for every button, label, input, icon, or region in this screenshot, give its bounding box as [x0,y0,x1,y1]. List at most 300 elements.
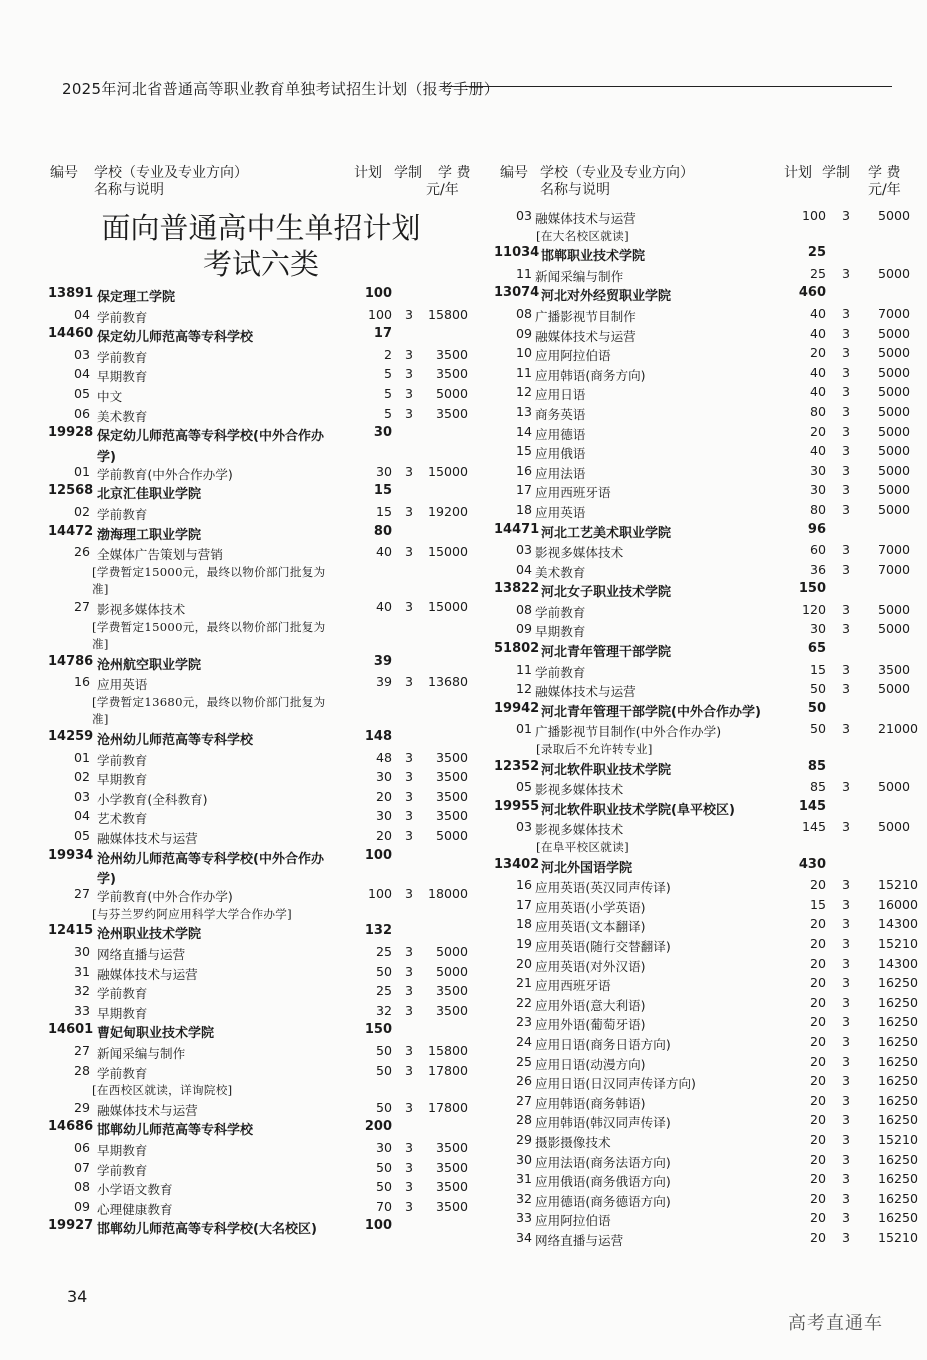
major-name: 早期教育 [97,772,148,788]
major-row [494,819,911,839]
study-years: 3 [404,385,413,401]
study-years: 3 [404,1139,413,1155]
study-years: 3 [404,674,413,690]
major-row [494,561,911,582]
study-years: 3 [404,808,413,824]
major-code: 22 [516,994,533,1010]
plan-count: 50 [375,1179,392,1195]
plan-count: 145 [801,819,826,835]
plan-count: 100 [364,1218,392,1234]
plan-count: 32 [375,1002,392,1018]
major-name: 应用英语(对外汉语) [535,958,646,974]
school-row [494,857,904,878]
study-years: 3 [841,384,850,400]
study-years: 3 [404,503,413,519]
study-years: 3 [404,963,413,979]
plan-count: 100 [364,847,392,863]
plan-count: 25 [809,265,826,281]
major-row [494,1014,919,1034]
major-row [48,1199,474,1219]
major-name: 融媒体技术与运营 [535,211,636,226]
header-fee: 学 费 [868,165,901,181]
school-code: 14601 [48,1022,94,1038]
plan-count: 15 [809,661,826,677]
major-code: 04 [516,561,533,577]
major-name: 应用德语(商务德语方向) [535,1193,671,1209]
school-name: 河北软件职业技术学院 [541,762,672,778]
major-name: 美术教育 [97,408,148,424]
note-row [48,694,474,712]
major-row [494,208,911,228]
note-row [48,906,474,924]
header-name-sub: 名称与说明 [94,182,164,198]
major-name: 网络直播与运营 [97,947,186,962]
plan-count: 20 [809,1073,826,1089]
school-row [494,285,904,306]
plan-count: 200 [364,1119,392,1135]
tuition-fee: 5000 [435,828,468,844]
school-row [48,729,474,750]
major-code: 16 [516,462,533,478]
plan-count: 40 [809,305,826,321]
plan-count: 20 [809,877,826,893]
tuition-fee: 3500 [435,1002,468,1018]
school-row [494,759,904,780]
tuition-fee: 3500 [435,405,468,421]
major-name: 应用英语 [97,677,148,693]
tuition-fee: 7000 [878,561,911,577]
column-header [48,160,474,208]
plan-count: 20 [809,1112,826,1128]
major-row [494,1092,919,1113]
school-name: 保定幼儿师范高等专科学校 [97,330,254,346]
tuition-fee: 5000 [878,423,911,439]
major-code: 26 [74,544,91,560]
note-text: 准] [92,582,109,597]
major-code: 06 [74,405,91,421]
tuition-fee: 15210 [878,935,919,951]
major-row [494,601,911,622]
major-code: 09 [516,325,533,341]
major-row [48,366,474,386]
major-code: 25 [516,1053,533,1069]
tuition-fee: 5000 [878,403,911,419]
plan-count: 50 [375,963,392,979]
major-code: 30 [74,944,91,959]
plan-count: 39 [375,674,392,690]
major-row [48,1063,474,1083]
tuition-fee: 14300 [878,916,919,932]
major-row [48,944,474,964]
school-code: 12568 [48,483,94,499]
major-code: 30 [516,1151,533,1167]
major-name: 应用英语(随行交替翻译) [535,938,671,954]
major-name: 学前教育 [97,309,148,325]
school-row [48,848,474,869]
tuition-fee: 16250 [878,1190,919,1206]
study-years: 3 [841,1014,850,1030]
school-row [48,923,474,944]
major-name: 心理健康教育 [97,1201,173,1217]
plan-count: 50 [809,721,826,737]
plan-count: 100 [367,886,392,902]
major-code: 07 [74,1159,91,1175]
plan-count: 20 [809,1229,826,1245]
tuition-fee: 7000 [878,542,911,558]
school-name: 邯郸职业技术学院 [541,249,646,265]
school-name: 沧州幼儿师范高等专科学校(中外合作办 [97,851,324,867]
major-code: 27 [74,1042,91,1058]
study-years: 3 [841,896,850,912]
school-code: 14686 [48,1119,94,1135]
study-years: 3 [404,1062,413,1078]
study-years: 3 [841,265,850,281]
major-row [48,347,474,367]
tuition-fee: 15800 [428,306,469,322]
major-row [494,621,911,641]
plan-count: 15 [809,896,826,912]
major-row [48,1043,474,1063]
tuition-fee: 16250 [878,1014,919,1030]
major-code: 27 [516,1092,533,1108]
school-code: 19942 [494,700,540,716]
major-name: 应用日语(日汉同声传译方向) [535,1076,696,1092]
header-code: 编号 [500,165,528,181]
study-years: 3 [841,877,850,893]
study-years: 3 [841,542,850,558]
major-row [48,750,474,770]
header-years: 学制 [394,165,422,181]
plan-count: 40 [809,384,826,400]
school-name: 邯郸幼儿师范高等专科学校(大名校区) [97,1222,317,1238]
study-years: 3 [841,955,850,971]
tuition-fee: 3500 [435,346,468,362]
plan-count: 20 [809,1210,826,1226]
note-row [48,1082,474,1100]
school-row [48,524,474,545]
major-row [48,769,474,789]
plan-count: 25 [807,245,826,261]
study-years: 3 [841,661,850,677]
major-name: 美术教育 [535,564,586,580]
note-row [494,839,904,857]
major-row [494,1151,919,1172]
tuition-fee: 15000 [428,463,469,479]
major-row [494,364,911,385]
tuition-fee: 5000 [878,779,911,795]
major-name: 应用韩语(商务韩语) [535,1095,646,1111]
major-name: 影视多媒体技术 [535,822,624,838]
header-fee-unit: 元/年 [426,182,459,198]
study-years: 3 [841,975,850,991]
school-name: 邯郸幼儿师范高等专科学校 [97,1123,254,1139]
study-years: 3 [841,1229,850,1245]
major-name: 学前教育 [97,506,148,522]
major-code: 16 [516,877,533,893]
major-row [494,305,911,326]
plan-count: 50 [375,1099,392,1115]
plan-count: 145 [798,798,826,814]
tuition-fee: 15210 [878,877,919,893]
school-row [48,1022,474,1043]
major-row [48,406,474,426]
tuition-fee: 5000 [878,384,911,400]
plan-count: 17 [373,326,392,342]
tuition-fee: 3500 [435,749,468,765]
major-name: 应用日语(商务日语方向) [535,1036,671,1052]
plan-count: 50 [809,681,826,697]
school-name: 河北青年管理干部学院 [541,645,672,661]
study-years: 3 [404,828,413,844]
tuition-fee: 16250 [878,1053,919,1069]
major-name: 融媒体技术与运营 [97,1102,198,1118]
study-years: 3 [404,405,413,421]
study-years: 3 [841,1190,850,1206]
header-plan: 计划 [354,165,382,181]
major-code: 14 [516,423,533,439]
major-code: 03 [516,208,533,223]
school-code: 19927 [48,1218,94,1234]
tuition-fee: 13680 [428,674,469,690]
page-number: 34 [67,1287,88,1306]
major-row [48,886,474,906]
major-code: 18 [516,916,533,932]
school-row [48,483,474,504]
section-title-line1: 面向普通高中生单招计划 [101,211,421,245]
plan-count: 5 [383,366,392,382]
major-name: 全媒体广告策划与营销 [97,547,223,563]
major-code: 03 [74,788,91,804]
plan-count: 40 [375,598,392,614]
plan-count: 2 [383,346,392,362]
watermark: 高考直通车 [788,1313,883,1334]
major-code: 34 [516,1229,533,1245]
plan-count: 40 [375,544,392,560]
plan-count: 30 [375,1139,392,1155]
major-name: 新闻采编与制作 [535,268,624,284]
major-name: 早期教育 [97,1142,148,1158]
study-years: 3 [404,769,413,785]
tuition-fee: 5000 [878,462,911,478]
tuition-fee: 18000 [428,886,469,902]
plan-count: 20 [809,955,826,971]
study-years: 3 [404,983,413,999]
study-years: 3 [841,819,850,835]
major-name: 应用英语(英汉同声传译) [535,880,671,896]
plan-count: 85 [807,758,826,774]
major-code: 20 [516,955,533,971]
major-row [494,265,911,286]
major-code: 32 [516,1190,533,1206]
section-title [48,210,474,282]
school-name: 渤海理工职业学院 [97,527,202,543]
major-name: 学前教育 [97,752,148,768]
plan-count: 20 [809,975,826,991]
plan-count: 50 [375,1042,392,1058]
left-column [48,160,474,1239]
study-years: 3 [841,561,850,577]
school-name: 学) [97,449,116,465]
school-row [494,799,904,820]
tuition-fee: 5000 [878,443,911,459]
tuition-fee: 3500 [435,1159,468,1175]
major-row [48,1160,474,1180]
major-code: 02 [74,503,91,519]
school-row [48,425,474,446]
tuition-fee: 19200 [428,503,469,519]
major-name: 早期教育 [535,624,586,640]
school-code: 12415 [48,923,94,939]
header-rule [440,86,892,87]
tuition-fee: 5000 [878,621,911,637]
major-name: 应用日语(动漫方向) [535,1056,646,1072]
tuition-fee: 5000 [878,325,911,341]
tuition-fee: 17800 [428,1062,469,1078]
study-years: 3 [404,544,413,560]
school-name: 沧州幼儿师范高等专科学校 [97,733,254,749]
major-code: 28 [516,1112,533,1128]
plan-count: 50 [375,1062,392,1078]
study-years: 3 [841,1151,850,1167]
plan-count: 132 [364,923,392,939]
major-code: 11 [516,364,533,380]
study-years: 3 [841,1112,850,1128]
tuition-fee: 3500 [435,983,468,999]
note-text: [在大名校区就读] [536,228,629,243]
major-code: 27 [74,598,91,614]
major-code: 16 [74,674,91,690]
school-code: 13402 [494,856,540,872]
plan-count: 20 [809,1053,826,1069]
study-years: 3 [404,886,413,902]
note-text: [在阜平校区就读] [536,840,629,854]
plan-count: 100 [367,306,392,322]
tuition-fee: 15210 [878,1229,919,1245]
school-name: 河北软件职业技术学院(阜平校区) [541,802,735,818]
plan-count: 148 [364,729,392,745]
tuition-fee: 3500 [435,1179,468,1195]
major-row [494,994,919,1015]
note-text: [在西校区就读，详询院校] [92,1083,233,1098]
tuition-fee: 15800 [428,1042,469,1058]
plan-count: 50 [375,1159,392,1175]
note-row [48,619,474,637]
plan-count: 40 [809,364,826,380]
plan-count: 30 [373,425,392,441]
study-years: 3 [404,463,413,479]
header-fee-unit: 元/年 [868,182,901,198]
plan-count: 5 [383,405,392,421]
major-row [494,1131,919,1152]
major-code: 17 [516,896,533,912]
plan-count: 20 [809,1033,826,1049]
note-row [48,636,474,654]
major-name: 学前教育 [97,1065,148,1081]
major-row [48,544,474,564]
study-years: 3 [404,1099,413,1115]
major-name: 应用阿拉伯语 [535,348,611,364]
major-name: 学前教育 [535,664,586,680]
plan-count: 20 [809,1190,826,1206]
plan-count: 20 [375,788,392,804]
school-name: 河北工艺美术职业学院 [541,525,672,541]
major-name: 学前教育(中外合作办学) [97,466,233,482]
plan-count: 96 [807,521,826,537]
major-row [48,599,474,619]
major-name: 应用俄语(商务俄语方向) [535,1174,671,1190]
study-years: 3 [404,346,413,362]
study-years: 3 [841,681,850,697]
tuition-fee: 3500 [878,661,911,677]
major-row [494,721,919,741]
plan-count: 430 [798,856,826,872]
study-years: 3 [404,1042,413,1058]
tuition-fee: 5000 [435,963,468,979]
school-code: 13891 [48,286,94,301]
major-row [494,384,911,404]
major-name: 小学教育(全科教育) [97,791,208,807]
school-row [494,641,904,662]
school-code: 11034 [494,245,540,261]
major-name: 应用德语 [535,426,586,442]
major-name: 融媒体技术与运营 [535,684,636,700]
plan-count: 50 [807,700,826,716]
major-row [494,661,911,682]
header-name: 学校（专业及专业方向） [540,165,694,181]
study-years: 3 [841,1131,850,1147]
major-row [494,403,911,424]
left-table [48,286,474,1239]
study-years: 3 [404,788,413,804]
major-code: 32 [74,983,91,999]
major-row [494,542,911,562]
note-text: [录取后不允许转专业] [536,742,653,757]
major-row [494,1210,919,1230]
major-row [48,464,474,484]
plan-count: 30 [809,482,826,498]
major-row [48,964,474,984]
tuition-fee: 3500 [435,788,468,804]
major-name: 新闻采编与制作 [97,1045,186,1061]
plan-count: 36 [809,561,826,577]
right-column [494,160,919,1249]
tuition-fee: 5000 [878,501,911,517]
major-code: 01 [516,721,533,737]
plan-count: 60 [809,542,826,558]
major-row [494,482,911,502]
major-row [48,504,474,524]
school-name-continued [48,446,474,464]
header-name: 学校（专业及专业方向） [94,165,248,181]
study-years: 3 [404,944,413,959]
plan-count: 100 [364,286,392,301]
school-name: 河北外国语学院 [541,860,633,876]
note-text: [学费暂定15000元，最终以物价部门批复为 [92,564,326,579]
plan-count: 48 [375,749,392,765]
major-code: 29 [74,1099,91,1115]
major-name: 应用法语(商务法语方向) [535,1154,671,1170]
study-years: 3 [404,1198,413,1214]
note-row [494,228,904,246]
school-row [494,581,904,602]
major-name: 融媒体技术与运营 [97,831,198,847]
major-row [48,1179,474,1199]
major-name: 小学语文教育 [97,1182,173,1198]
major-name: 影视多媒体技术 [535,545,624,561]
major-code: 05 [74,828,91,844]
plan-count: 20 [809,935,826,951]
plan-count: 120 [801,601,826,617]
